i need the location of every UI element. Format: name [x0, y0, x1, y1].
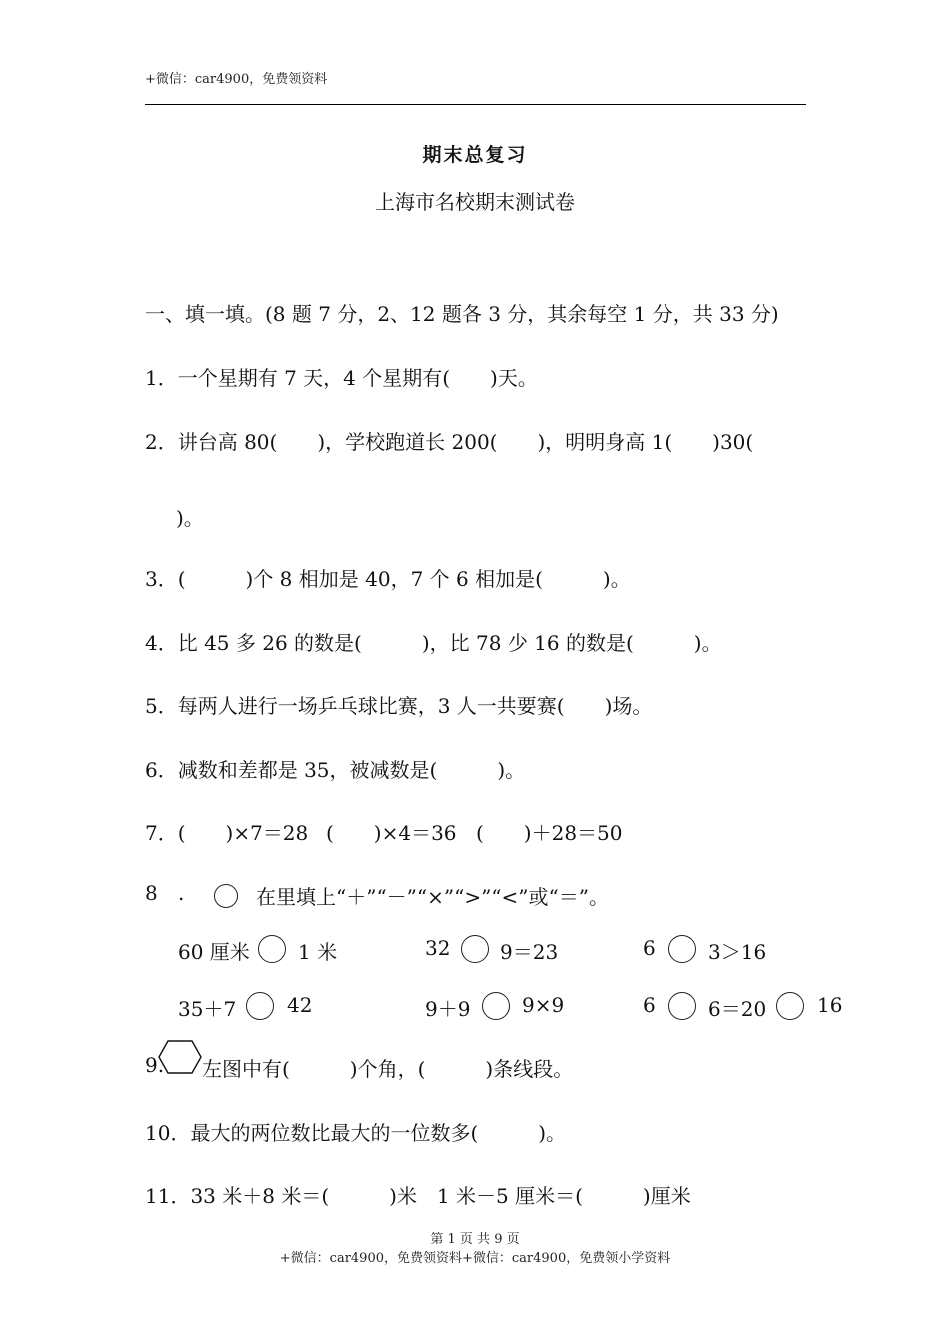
compare-6-circle-1[interactable] [668, 992, 696, 1020]
answer-circle-icon [214, 884, 238, 908]
question-7-part-a: 7．( )×7＝28 [145, 821, 309, 845]
compare-4-right: 42 [287, 993, 313, 1017]
compare-2-circle[interactable] [461, 935, 489, 963]
footer-note: +微信：car4900，免费领资料+微信：car4900，免费领小学资料 [279, 1251, 671, 1266]
page-subtitle: 上海市名校期末测试卷 [375, 190, 575, 214]
compare-1-right: 1 米 [298, 940, 338, 964]
compare-5-circle[interactable] [482, 992, 510, 1020]
compare-4-circle[interactable] [246, 992, 274, 1020]
question-2-line-2: )。 [176, 506, 204, 530]
question-8-number: 8 [145, 881, 158, 905]
compare-6-circle-2[interactable] [776, 992, 804, 1020]
header-note: +微信：car4900，免费领资料 [145, 72, 328, 87]
question-11: 11．33 米＋8 米＝( )米 1 米－5 厘米＝( )厘米 [145, 1184, 691, 1208]
compare-5-right: 9×9 [522, 993, 565, 1017]
compare-3-circle[interactable] [668, 935, 696, 963]
section-heading: 一、填一填。(8 题 7 分，2、12 题各 3 分，其余每空 1 分，共 33 分) [145, 302, 779, 326]
page-number: 第 1 页 共 9 页 [430, 1232, 520, 1247]
question-4: 4．比 45 多 26 的数是( )，比 78 少 16 的数是( )。 [145, 631, 722, 655]
question-3: 3．( )个 8 相加是 40，7 个 6 相加是( )。 [145, 567, 631, 591]
question-5: 5．每两人进行一场乒乓球比赛，3 人一共要赛( )场。 [145, 694, 653, 718]
compare-3-left: 6 [643, 936, 656, 960]
compare-5-left: 9＋9 [425, 997, 471, 1021]
question-9-number: 9. [145, 1053, 165, 1077]
compare-6-middle: 6＝20 [708, 997, 767, 1021]
compare-1-left: 60 厘米 [178, 940, 250, 964]
question-8-dot: . [178, 881, 185, 905]
question-7-part-c: ( )＋28＝50 [476, 821, 623, 845]
question-10: 10．最大的两位数比最大的一位数多( )。 [145, 1121, 567, 1145]
question-9-text: 左图中有( )个角，( )条线段。 [202, 1057, 574, 1081]
compare-1-circle[interactable] [258, 935, 286, 963]
compare-2-right: 9＝23 [500, 940, 559, 964]
hexagon-figure-icon [158, 1040, 202, 1074]
question-6: 6．减数和差都是 35，被减数是( )。 [145, 758, 526, 782]
compare-3-right: 3＞16 [708, 940, 767, 964]
compare-4-left: 35＋7 [178, 997, 237, 1021]
question-7-part-b: ( )×4＝36 [326, 821, 457, 845]
compare-6-left: 6 [643, 993, 656, 1017]
page-title: 期末总复习 [422, 144, 528, 166]
question-2-line-1: 2．讲台高 80( )，学校跑道长 200( )，明明身高 1( )30( [145, 430, 754, 454]
compare-2-left: 32 [425, 936, 451, 960]
question-1: 1．一个星期有 7 天，4 个星期有( )天。 [145, 366, 538, 390]
header-divider [145, 104, 806, 105]
compare-6-right: 16 [817, 993, 843, 1017]
question-8-text: 在里填上“＋”“－”“×”“>”“<”或“＝”。 [256, 885, 609, 909]
